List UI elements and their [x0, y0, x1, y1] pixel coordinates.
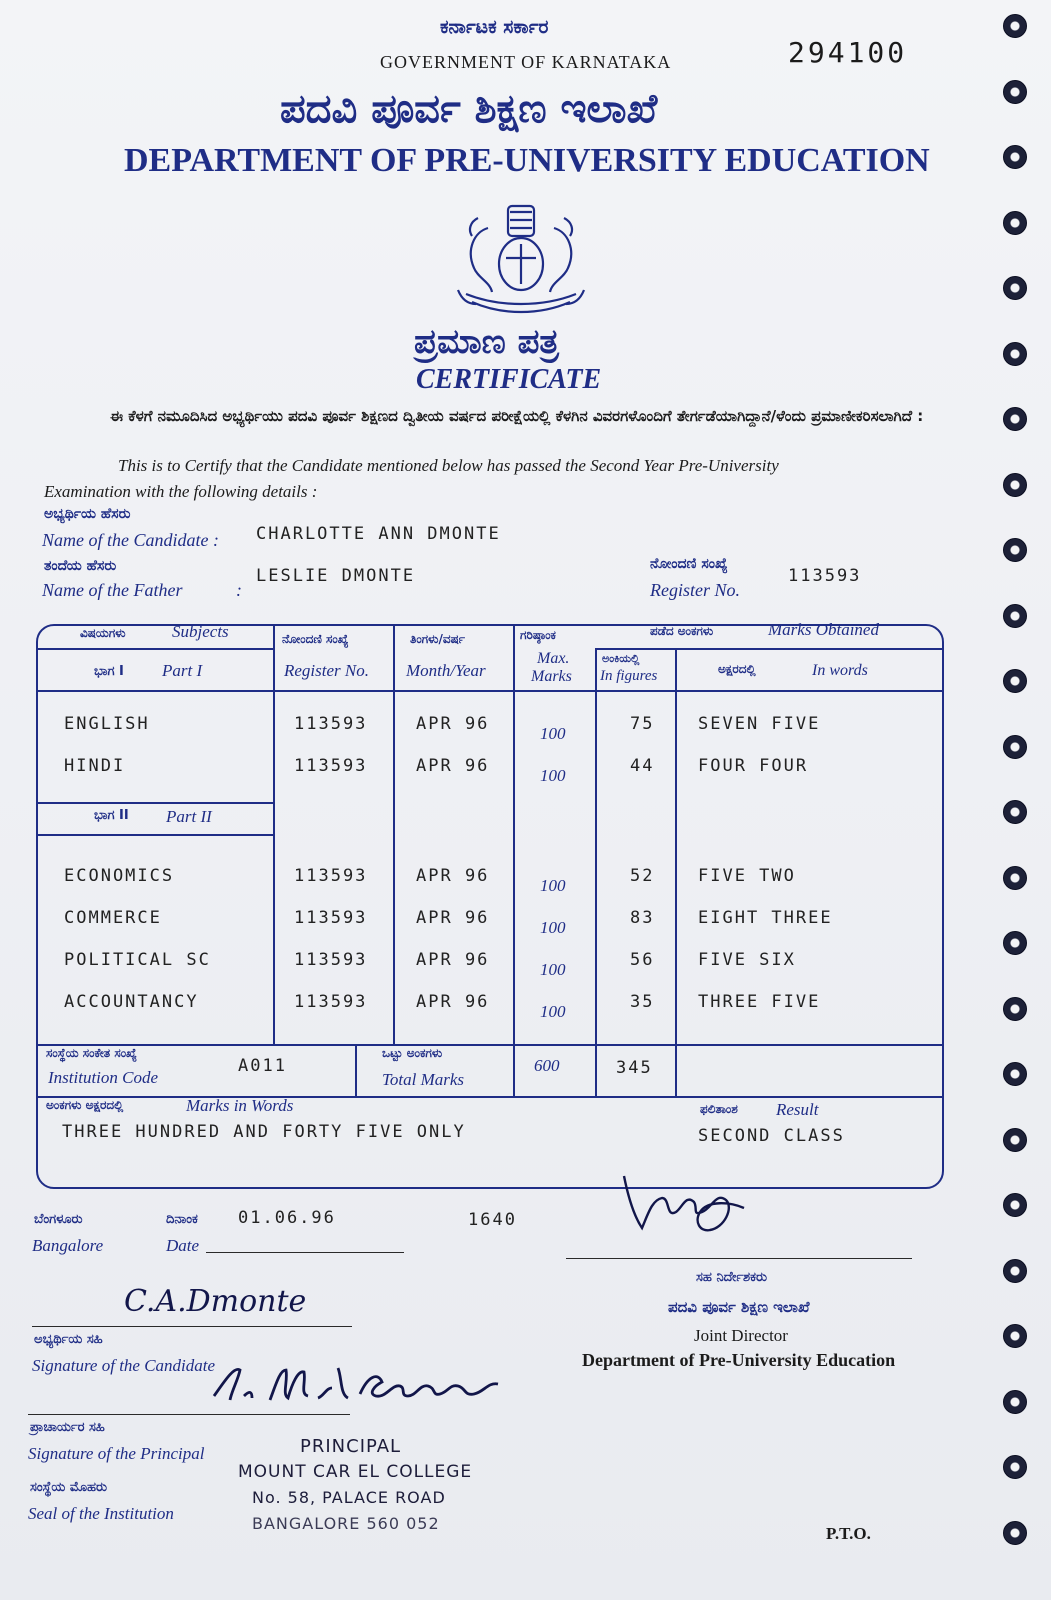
institution-code-label: Institution Code: [48, 1068, 159, 1087]
max-marks-header: Marks: [531, 668, 572, 685]
part1-label: Part I: [162, 661, 203, 680]
max-header: Max.: [537, 650, 570, 667]
seal-label-kannada: ಸಂಸ್ಥೆಯ ಮೊಹರು: [30, 1480, 108, 1495]
month-header-kannada: ತಿಂಗಳು/ವರ್ಷ: [410, 632, 465, 646]
seal-label: Seal of the Institution: [28, 1504, 174, 1523]
row-register-no: 113593: [294, 950, 368, 970]
joint-director-dept: Department of Pre-University Education: [582, 1350, 896, 1370]
perforation-hole: [1003, 473, 1027, 497]
row-subject: HINDI: [64, 756, 126, 776]
row-max-marks: 100: [540, 766, 566, 785]
perforation-hole: [1003, 145, 1027, 169]
words-header-kannada: ಅಕ್ಷರದಲ್ಲಿ: [718, 662, 756, 676]
row-marks-figures: 75: [630, 714, 655, 734]
stamp-address: No. 58, PALACE ROAD: [252, 1488, 446, 1507]
regno-header: Register No.: [284, 661, 369, 680]
row-marks-figures: 35: [630, 992, 655, 1012]
row-marks-figures: 44: [630, 756, 655, 776]
marks-in-words-label-kannada: ಅಂಕಗಳು ಅಕ್ಷರದಲ್ಲಿ: [46, 1098, 124, 1112]
stamp-principal: PRINCIPAL: [300, 1436, 402, 1457]
perforation-hole: [1003, 1455, 1027, 1479]
perforation-hole: [1003, 604, 1027, 628]
perforation-hole: [1003, 1193, 1027, 1217]
joint-director-kannada: ಸಹ ನಿರ್ದೇಶಕರು: [696, 1270, 768, 1285]
figures-header-kannada: ಅಂಕಿಯಲ್ಲಿ: [602, 652, 640, 665]
row-register-no: 113593: [294, 866, 368, 886]
row-max-marks: 100: [540, 918, 566, 937]
perforation-hole: [1003, 997, 1027, 1021]
row-marks-words: EIGHT THREE: [698, 908, 833, 928]
register-label: Register No.: [650, 580, 740, 600]
perforation-hole: [1003, 931, 1027, 955]
director-signature: [616, 1168, 776, 1252]
intro-line-1: This is to Certify that the Candidate mentioned below has passed the Second Year Pre-University: [118, 456, 779, 475]
row-month-year: APR 96: [416, 992, 490, 1012]
father-name-label: Name of the Father: [42, 580, 183, 600]
dept-title: DEPARTMENT OF PRE-UNIVERSITY EDUCATION: [124, 142, 930, 179]
row-subject: ACCOUNTANCY: [64, 992, 199, 1012]
perforation-hole: [1003, 1390, 1027, 1414]
row-max-marks: 100: [540, 724, 566, 743]
state-emblem: [448, 198, 594, 320]
row-register-no: 113593: [294, 756, 368, 776]
candidate-signature: C.A.Dmonte: [124, 1284, 307, 1319]
director-signature-line: [566, 1258, 912, 1259]
candidate-signature-label-kannada: ಅಭ್ಯರ್ಥಿಯ ಸಹಿ: [34, 1332, 103, 1347]
row-max-marks: 100: [540, 960, 566, 979]
perforation-hole: [1003, 1324, 1027, 1348]
row-subject: POLITICAL SC: [64, 950, 211, 970]
part1-kannada: ಭಾಗ I: [94, 664, 124, 679]
father-name-label-kannada: ತಂದೆಯ ಹೆಸರು: [44, 558, 117, 574]
row-marks-words: FIVE TWO: [698, 866, 796, 886]
perforation-hole: [1003, 669, 1027, 693]
regno-header-kannada: ನೋಂದಣಿ ಸಂಖ್ಯೆ: [282, 632, 349, 646]
obtained-header-kannada: ಪಡೆದ ಅಂಕಗಳು: [650, 624, 714, 638]
row-marks-words: SEVEN FIVE: [698, 714, 821, 734]
stamp-city: BANGALORE 560 052: [252, 1514, 440, 1533]
row-register-no: 113593: [294, 714, 368, 734]
total-marks-label: Total Marks: [382, 1070, 465, 1089]
father-name: LESLIE DMONTE: [256, 566, 416, 586]
issue-date: 01.06.96: [238, 1208, 336, 1228]
intro-line-2: Examination with the following details :: [44, 482, 318, 501]
certificate-title-kannada: ಪ್ರಮಾಣ ಪತ್ರ: [414, 322, 559, 362]
row-marks-figures: 83: [630, 908, 655, 928]
marks-in-words: THREE HUNDRED AND FORTY FIVE ONLY: [62, 1122, 466, 1142]
govt-title: GOVERNMENT OF KARNATAKA: [380, 52, 672, 72]
row-subject: ENGLISH: [64, 714, 150, 734]
candidate-signature-label: Signature of the Candidate: [32, 1356, 216, 1375]
joint-director-title: Joint Director: [694, 1326, 788, 1345]
date-label: Date: [166, 1236, 200, 1255]
place-label-kannada: ಬೆಂಗಳೂರು: [34, 1212, 83, 1227]
perforation-hole: [1003, 80, 1027, 104]
marks-in-words-label: Marks in Words: [186, 1096, 294, 1115]
govt-title-kannada: ಕರ್ನಾಟಕ ಸರ್ಕಾರ: [440, 16, 549, 38]
perforation-hole: [1003, 14, 1027, 38]
perforation-hole: [1003, 276, 1027, 300]
total-marks-label-kannada: ಒಟ್ಟು ಅಂಕಗಳು: [382, 1046, 443, 1060]
perforation-hole: [1003, 1521, 1027, 1545]
result-label-kannada: ಫಲಿತಾಂಶ: [700, 1102, 738, 1116]
principal-signature-label: Signature of the Principal: [28, 1444, 205, 1463]
perforation-hole: [1003, 1259, 1027, 1283]
row-register-no: 113593: [294, 992, 368, 1012]
perforation-hole: [1003, 211, 1027, 235]
row-marks-words: FIVE SIX: [698, 950, 796, 970]
subjects-header: Subjects: [172, 622, 229, 641]
perforation-hole: [1003, 800, 1027, 824]
words-header: In words: [812, 662, 868, 679]
row-month-year: APR 96: [416, 908, 490, 928]
candidate-signature-line: [32, 1326, 352, 1327]
place-label: Bangalore: [32, 1236, 104, 1255]
row-marks-words: THREE FIVE: [698, 992, 821, 1012]
father-name-colon: :: [236, 580, 242, 600]
date-line: [206, 1252, 404, 1253]
row-month-year: APR 96: [416, 714, 490, 734]
institution-code: A011: [238, 1056, 287, 1076]
part2-kannada: ಭಾಗ II: [94, 808, 129, 823]
perforation-hole: [1003, 1062, 1027, 1086]
row-subject: COMMERCE: [64, 908, 162, 928]
principal-signature-line: [28, 1414, 350, 1415]
perforation-hole: [1003, 1128, 1027, 1152]
subjects-header-kannada: ವಿಷಯಗಳು: [80, 626, 126, 640]
perforation-hole: [1003, 342, 1027, 366]
perforation-holes: [1003, 14, 1029, 1594]
row-month-year: APR 96: [416, 866, 490, 886]
figures-header: In figures: [600, 668, 658, 684]
institution-code-label-kannada: ಸಂಸ್ಥೆಯ ಸಂಕೇತ ಸಂಖ್ಯೆ: [46, 1046, 137, 1060]
register-label-kannada: ನೋಂದಣಿ ಸಂಖ್ಯೆ: [650, 556, 728, 572]
total-max-marks: 600: [534, 1056, 560, 1075]
certificate-title: CERTIFICATE: [416, 364, 602, 395]
row-month-year: APR 96: [416, 950, 490, 970]
month-header: Month/Year: [406, 661, 486, 680]
row-month-year: APR 96: [416, 756, 490, 776]
serial-number: 294100: [788, 36, 908, 69]
row-marks-words: FOUR FOUR: [698, 756, 809, 776]
principal-signature: [210, 1356, 522, 1418]
date-label-kannada: ದಿನಾಂಕ: [166, 1212, 198, 1227]
part2-label: Part II: [166, 807, 212, 826]
row-register-no: 113593: [294, 908, 368, 928]
document-number: 1640: [468, 1210, 517, 1230]
candidate-name: CHARLOTTE ANN DMONTE: [256, 524, 501, 544]
max-header-kannada: ಗರಿಷ್ಠಾಂಕ: [520, 628, 556, 642]
row-marks-figures: 56: [630, 950, 655, 970]
dept-title-kannada: ಪದವಿ ಪೂರ್ವ ಶಿಕ್ಷಣ ಇಲಾಖೆ: [280, 86, 658, 132]
row-max-marks: 100: [540, 876, 566, 895]
stamp-college: MOUNT CAR EL COLLEGE: [238, 1462, 473, 1482]
register-number: 113593: [788, 566, 862, 586]
candidate-name-label-kannada: ಅಭ್ಯರ್ಥಿಯ ಹೆಸರು: [44, 506, 131, 522]
obtained-header: Marks Obtained: [768, 620, 879, 639]
candidate-name-label: Name of the Candidate :: [42, 530, 219, 550]
result-label: Result: [776, 1100, 819, 1119]
pto-label: P.T.O.: [826, 1524, 871, 1543]
principal-signature-label-kannada: ಪ್ರಾಚಾರ್ಯರ ಸಹಿ: [30, 1420, 105, 1435]
perforation-hole: [1003, 866, 1027, 890]
perforation-hole: [1003, 735, 1027, 759]
row-subject: ECONOMICS: [64, 866, 175, 886]
result: SECOND CLASS: [698, 1126, 845, 1146]
row-marks-figures: 52: [630, 866, 655, 886]
row-max-marks: 100: [540, 1002, 566, 1021]
total-marks-obtained: 345: [616, 1058, 653, 1078]
perforation-hole: [1003, 407, 1027, 431]
perforation-hole: [1003, 538, 1027, 562]
intro-kannada: ಈ ಕೆಳಗೆ ನಮೂದಿಸಿದ ಅಭ್ಯರ್ಥಿಯು ಪದವಿ ಪೂರ್ವ ಶಿಕ್ಷಣದ ದ್ವಿತೀಯ ವರ್ಷದ ಪರೀಕ್ಷೆಯಲ್ಲಿ ಕೆಳಗಿನ ವಿವರಗಳೊಂದಿಗೆ ತೇರ್ಗಡೆಯಾಗಿದ್ದಾನೆ/ಳೆಂದು ಪ್ರಮಾಣೀಕರಿಸಲಾಗಿದೆ :: [110, 407, 924, 425]
joint-director-dept-kannada: ಪದವಿ ಪೂರ್ವ ಶಿಕ್ಷಣ ಇಲಾಖೆ: [668, 1298, 810, 1316]
